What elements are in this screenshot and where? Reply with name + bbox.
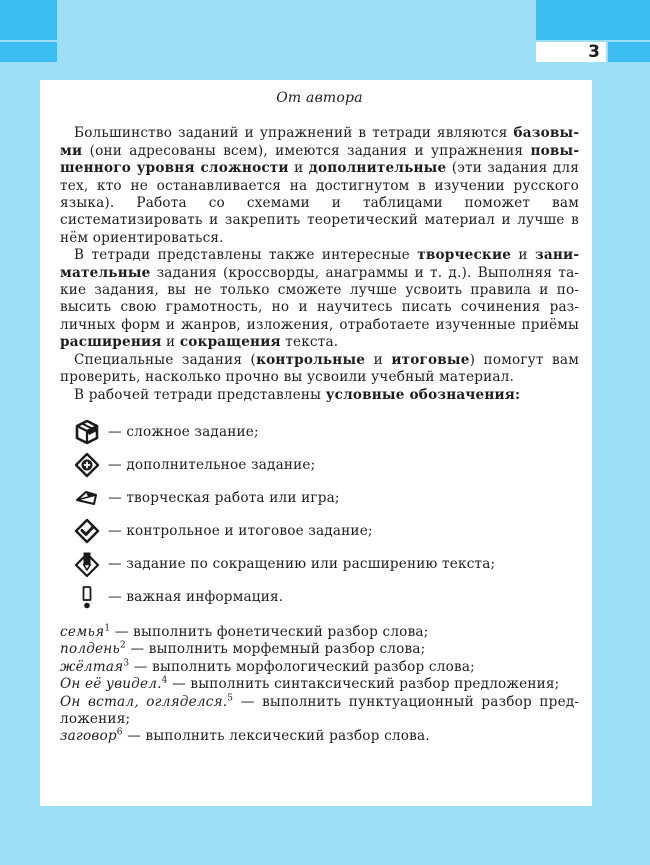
text-run: и bbox=[161, 334, 180, 351]
intro-paragraphs bbox=[60, 125, 579, 404]
paragraph bbox=[60, 247, 579, 351]
exclamation-icon bbox=[72, 582, 102, 612]
example-item bbox=[60, 624, 579, 641]
footnote-number: 3 bbox=[123, 658, 130, 669]
paragraph bbox=[60, 125, 579, 247]
footnote-number: 4 bbox=[161, 675, 168, 686]
legend-item-important bbox=[72, 581, 579, 614]
paragraph bbox=[60, 387, 579, 404]
example-description: — выполнить морфемный разбор слова; bbox=[125, 641, 426, 658]
text-run: В тетради представлены также интересные bbox=[74, 247, 418, 264]
text-run: (эти задания для тех, кто не останавливается на достигнутом в изучении русского языка). Работа со схемами и таблицами поможет вам систематизировать и закрепить теоретический материал и лучше в нём ориентироваться. bbox=[60, 160, 579, 246]
check-diamond-icon bbox=[72, 516, 102, 546]
example-word: жёлтая bbox=[60, 658, 124, 675]
footnote-number: 1 bbox=[104, 623, 111, 634]
decor-block-top-left bbox=[0, 0, 57, 40]
example-word: заговор bbox=[60, 728, 117, 745]
cube-complex-icon bbox=[72, 417, 102, 447]
page-sheet bbox=[40, 80, 592, 806]
bold-term: расширения bbox=[60, 334, 162, 351]
page-number-box bbox=[536, 42, 606, 62]
paragraph bbox=[60, 352, 579, 387]
legend-label: — важная информация. bbox=[108, 588, 284, 605]
bold-term: базовыми bbox=[60, 125, 579, 159]
decor-block-top-right bbox=[536, 0, 650, 40]
footnote-number: 2 bbox=[120, 640, 126, 651]
example-description: — выполнить синтаксический разбор предложения; bbox=[167, 676, 560, 693]
bold-term: дополнительные bbox=[308, 160, 447, 177]
text-run: (они адресованы всем), имеются задания и упражнения bbox=[82, 142, 531, 159]
parsing-examples bbox=[60, 624, 579, 746]
text-run: Специальные задания ( bbox=[74, 351, 257, 368]
example-description: — выполнить пунктуационный разбор предложения; bbox=[60, 693, 579, 727]
example-item bbox=[60, 694, 579, 729]
example-description: — выполнить фонетический разбор слова; bbox=[110, 623, 429, 640]
bold-term: повышенного уровня сложности bbox=[60, 142, 579, 177]
legend-label: — сложное задание; bbox=[108, 423, 259, 440]
legend-label: — творческая работа или игра; bbox=[108, 489, 340, 506]
legend-label: — задание по сокращению или расширению текста; bbox=[108, 555, 496, 572]
example-description: — выполнить морфологический разбор слова; bbox=[129, 658, 475, 675]
text-run: задания (кроссворды, анаграммы и т. д.). Выполняя такие задания, вы не только сможете лучше усвоить правила и повысить свою грамотность, но и научитесь писать сочинения различных форм и жанров, изложения, отработаете изученные приёмы bbox=[60, 264, 579, 333]
example-item bbox=[60, 676, 579, 693]
example-word: Он её увидел. bbox=[60, 676, 162, 693]
page-number: 3 bbox=[588, 42, 600, 62]
text-run: текста. bbox=[280, 334, 339, 351]
legend-item-additional bbox=[72, 449, 579, 482]
footnote-number: 5 bbox=[227, 693, 234, 703]
bold-term: итоговые bbox=[391, 351, 470, 368]
pencil-diamond-icon bbox=[72, 549, 102, 579]
bold-term: занимательные bbox=[60, 247, 579, 281]
page-content bbox=[60, 80, 579, 746]
example-word: семья bbox=[60, 623, 105, 640]
legend-item-complex bbox=[72, 416, 579, 449]
example-description: — выполнить лексический разбор слова. bbox=[122, 728, 430, 745]
legend-label: — дополнительное задание; bbox=[108, 456, 316, 473]
text-run: и bbox=[511, 247, 536, 264]
text-run: Большинство заданий и упражнений в тетради являются bbox=[74, 125, 514, 142]
example-item bbox=[60, 641, 579, 658]
example-item bbox=[60, 728, 579, 745]
text-run: В рабочей тетради представлены bbox=[74, 386, 326, 403]
bold-term: условные обозначения: bbox=[325, 386, 521, 403]
paper-plane-icon bbox=[72, 483, 102, 513]
example-word: Он встал, огляделся. bbox=[60, 693, 228, 710]
bold-term: творческие bbox=[417, 247, 512, 264]
legend-label: — контрольное и итоговое задание; bbox=[108, 522, 373, 539]
example-item bbox=[60, 659, 579, 676]
legend-item-control bbox=[72, 515, 579, 548]
example-word: полдень bbox=[60, 641, 121, 658]
bold-term: сокращения bbox=[179, 334, 281, 351]
footnote-number: 6 bbox=[116, 727, 123, 738]
plus-diamond-icon bbox=[72, 450, 102, 480]
decor-block-top-right-lower bbox=[608, 42, 650, 62]
text-run: ) помогут вам проверить, насколько прочно вы усвоили учебный материал. bbox=[60, 351, 579, 386]
legend-list bbox=[72, 416, 579, 614]
bold-term: контрольные bbox=[256, 351, 366, 368]
decor-block-top-left-lower bbox=[0, 42, 57, 62]
text-run: и bbox=[365, 351, 392, 368]
legend-item-creative bbox=[72, 482, 579, 515]
section-title: От автора bbox=[276, 90, 363, 106]
legend-item-edit-text bbox=[72, 548, 579, 581]
text-run: и bbox=[288, 160, 309, 177]
